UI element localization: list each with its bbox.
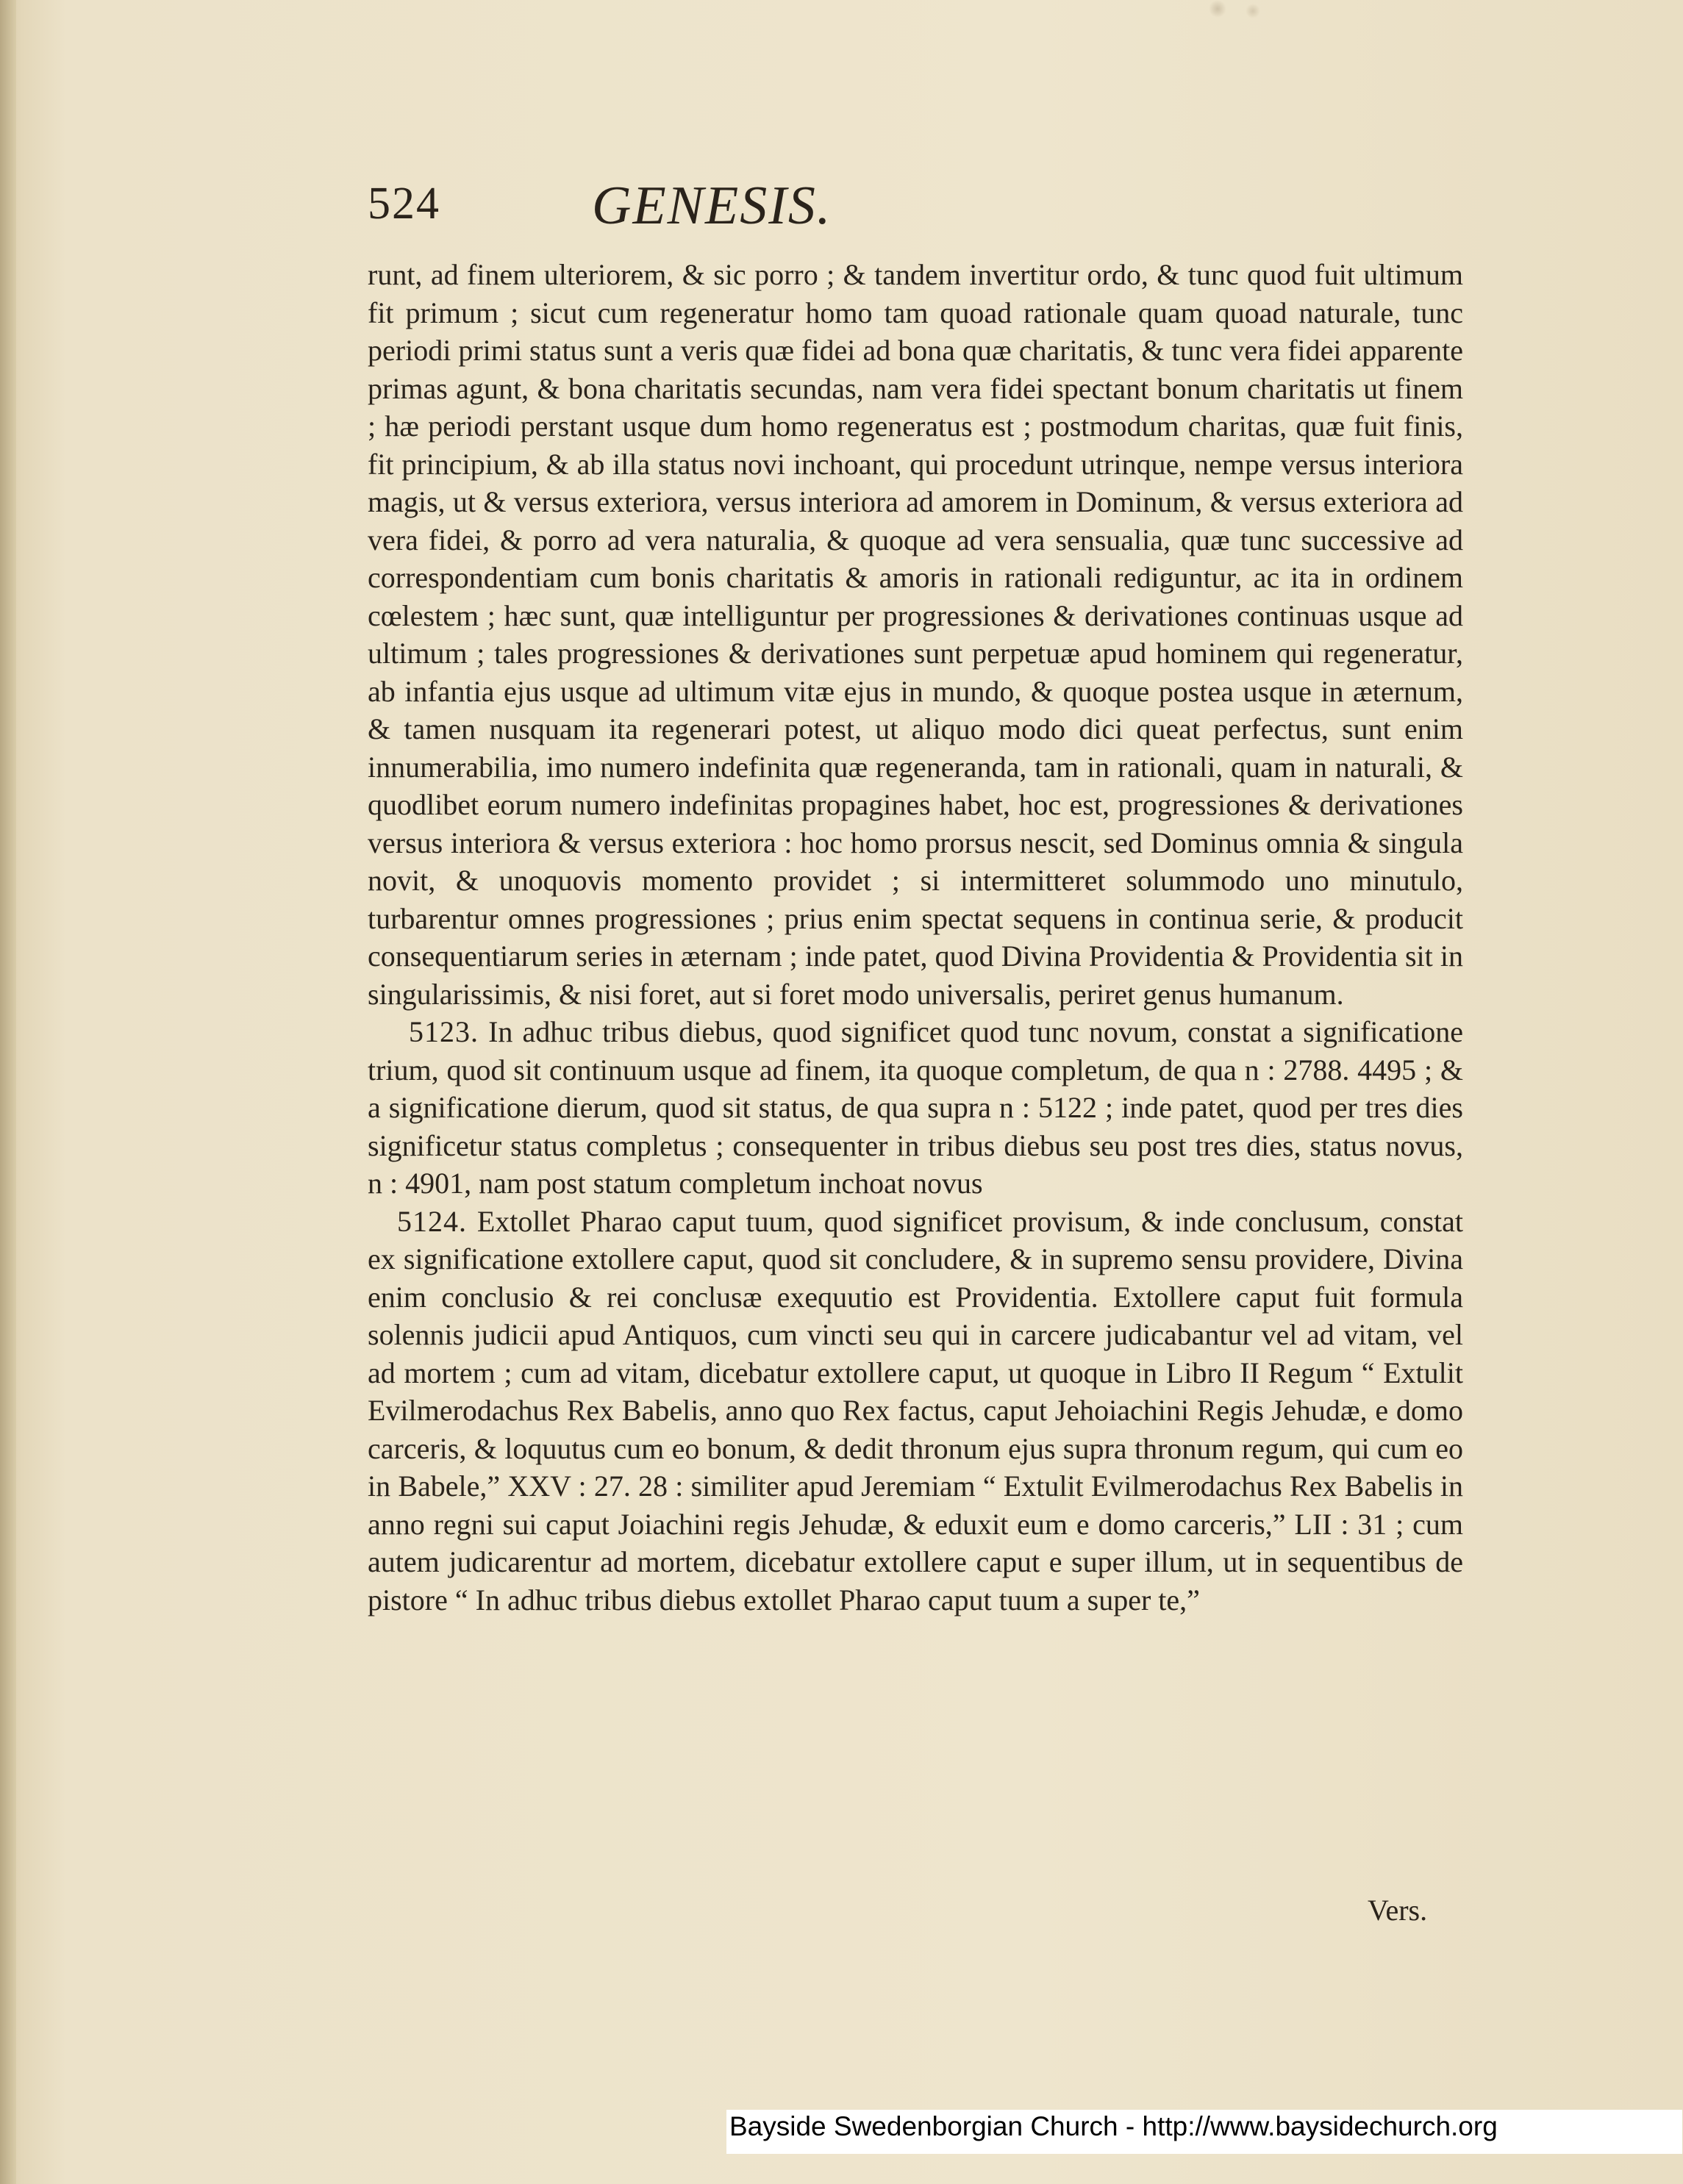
page-number: 524 [368,179,440,229]
paragraph-number: 5123. [409,1015,479,1048]
catchword: Vers. [1368,1894,1428,1927]
paragraph-text: runt, ad finem ulteriorem, & sic porro ; & tandem invertitur ordo, & tunc quod fuit ultimum fit primum ; sicut cum regeneratur homo tam quoad rationale quam quoad naturale, tunc periodi primi status sunt a veris quæ fidei ad bona quæ charitatis, & tunc vera fidei apparente primas agunt, & bona charitatis secundas, nam vera fidei spectant bonum charitatis ut finem ; hæ periodi perstant usque dum homo regeneratus est ; postmodum charitas, quæ fuit finis, fit principium, & ab illa status novi inchoant, qui procedunt utrinque, nempe versus interiora magis, ut & versus exteriora, versus interiora ad amorem in Dominum, & versus exteriora ad vera fidei, & porro ad vera naturalia, & quoque ad vera sensualia, quæ tunc successive ad correspondentiam cum bonis charitatis & amoris in rationali rediguntur, ac ita in ordinem cœlestem ; hæc sunt, quæ intelliguntur per progressiones & derivationes continuas usque ad ultimum ; tales progressiones & derivationes sunt perpetuæ apud hominem qui regeneratur, ab infantia ejus usque ad ultimum vitæ ejus in mundo, & quoque postea usque in æternum, & tamen nusquam ita regenerari potest, ut aliquo modo dici queat perfectus, sunt enim innumerabilia, imo numero indefinita quæ regeneranda, tam in rationali, quam in naturali, & quodlibet eorum numero indefinitas propagines habet, hoc est, progressiones & derivationes versus interiora & versus exteriora : hoc homo prorsus nescit, sed Dominus omnia & singula novit, & unoquovis momento providet ; si intermitteret solummodo uno minutulo, turbarentur omnes progressiones ; prius enim spectat sequens in continua serie, & producit consequentiarum series in æternam ; inde patet, quod Divina Providentia & Providentia sit in singularissimis, & nisi foret, aut si foret modo universalis, periret genus humanum. [368,258,1463,1011]
running-title: GENESIS. [592,176,832,236]
running-head [368,175,1471,241]
paragraph-5123 [368,1013,1463,1203]
paragraph-continuation [368,256,1463,1013]
footer-text: Bayside Swedenborgian Church - http://www.baysidechurch.org [729,2111,1498,2141]
paragraph-number: 5124. [397,1204,467,1238]
paper-stain [1191,0,1279,22]
watermark-footer [726,2110,1682,2154]
page-gutter-shadow [0,0,16,2184]
text-body [368,256,1463,1939]
paragraph-text: In adhuc tribus diebus, quod significet quod tunc novum, constat a significatione trium, quod sit continuum usque ad finem, ita quoque completum, de qua n : 2788. 4495 ; & a significatione dierum, quod sit status, de qua supra n : 5122 ; inde patet, quod per tres dies significetur status completus ; consequenter in tribus diebus seu post tres dies, status novus, n : 4901, nam post statum completum inchoat novus [368,1015,1463,1200]
paragraph-text: Extollet Pharao caput tuum, quod significet provisum, & inde conclusum, constat ex significatione extollere caput, quod sit concludere, & in supremo sensu providere, Divina enim conclusio & rei conclusæ exequutio est Providentia. Extollere caput fuit formula solennis judicii apud Antiquos, cum vincti seu qui in carcere judicabantur vel ad vitam, vel ad mortem ; cum ad vitam, dicebatur extollere caput, ut quoque in Libro II Regum “ Extulit Evilmerodachus Rex Babelis, anno quo Rex factus, caput Jehoiachini Regis Jehudæ, e domo carceris, & loquutus cum eo bonum, & dedit thronum ejus supra thronum regum, qui cum eo in Babele,” XXV : 27. 28 : similiter apud Jeremiam “ Extulit Evilmerodachus Rex Babelis in anno regni sui caput Joiachini regis Jehudæ, & eduxit eum e domo carceris,” LII : 31 ; cum autem judicarentur ad mortem, dicebatur extollere caput e super illum, ut in sequentibus de pistore “ In adhuc tribus diebus extollet Pharao caput tuum a super te,” [368,1204,1464,1616]
paragraph-5124 [368,1203,1463,1619]
